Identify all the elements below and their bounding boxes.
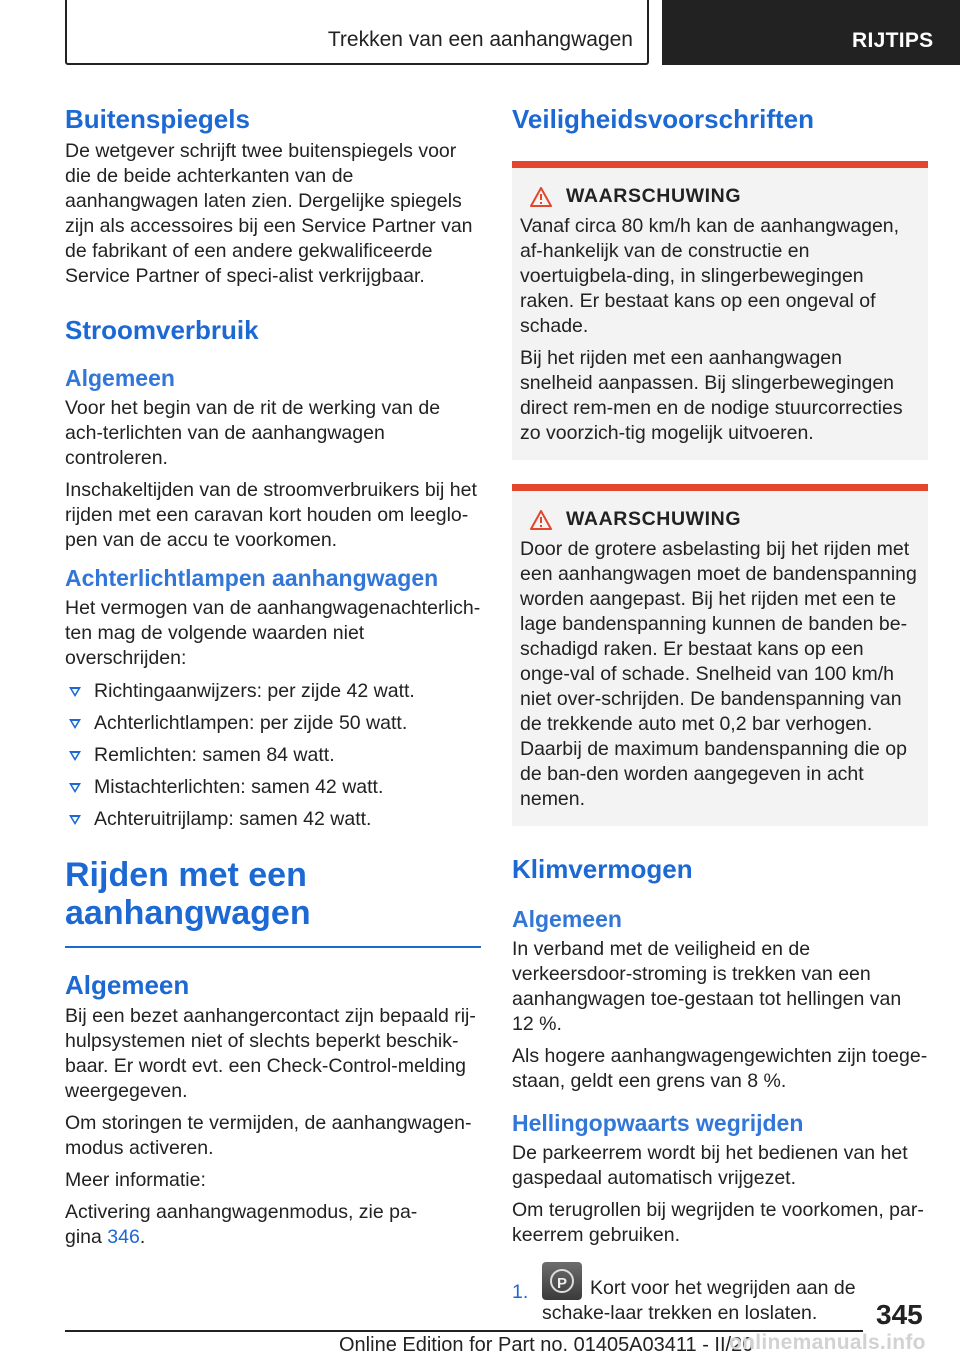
rijden-heading [65,856,481,932]
steps-list [512,1262,928,1326]
warning-title: WAARSCHUWING [566,508,742,530]
wattage-list [65,679,481,832]
rijden-heading-line-2: aanhangwagen [65,894,311,932]
algemeen3-text-1: In verband met de veiligheid en de verkeersdoor-stroming is trekken van een aanhangwagen toe-gestaan tot hellingen van 12 %. [512,938,902,1035]
list-item: Richtingaanwijzers: per zijde 42 watt. [65,679,481,704]
algemeen2-text-3: Meer informatie: [65,1169,206,1191]
algemeen-text-2: Inschakeltijden van de stroomverbruikers bij het rijden met een caravan kort houden om leeglo-pen van de accu te voorkomen. [65,479,477,551]
warning-2-text: Door de grotere asbelasting bij het rijden met een aanhangwagen moet de bandenspanning worden aangepast. Bij het rijden met een te lage bandenspanning kunnen de banden be-schadigd raken. Er bestaat kans op een onge-val of schade. Snelheid van 100 km/h niet over-schrijden. De bandenspanning van de trekkende auto met 0,2 bar verhogen. Daarbij de maximum bandenspanning die op de ban-den worden aangegeven in acht nemen. [520,538,917,810]
buitenspiegels-text: De wetgever schrijft twee buitenspiegels voor die de beide achterkanten van de aanhangwagen laten zien. Dergelijke spiegels zijn als accessoires bij een Service Partner van de fabrikant of een andere gekwalificeerde Service Partner of speci-alist verkrijgbaar. [65,140,473,287]
achterlicht-text: Het vermogen van de aanhangwagenachterlich-ten mag de volgende waarden niet overschrijden: [65,597,481,669]
helling-heading: Hellingopwaarts wegrijden [512,1110,804,1136]
warning-triangle-icon [530,510,552,530]
watermark: onlinemanuals.info [729,1331,926,1354]
veiligheid-heading: Veiligheidsvoorschriften [512,104,814,134]
page-number: 345 [876,1299,923,1330]
step-number: 1. [512,1281,529,1303]
algemeen2-text-4: Activering aanhangwagenmodus, zie pa- gina 346. [65,1201,418,1248]
heading-rule [65,946,481,948]
algemeen-heading-2: Algemeen [65,970,190,1000]
triangle-bullet-icon [69,783,81,793]
algemeen2-text-2: Om storingen te vermijden, de aanhangwagen-modus activeren. [65,1112,472,1159]
left-column [65,100,481,1257]
edition-text: Online Edition for Part no. 01405A03411 - II/20 [339,1334,754,1356]
step-item [512,1262,928,1326]
algemeen-text-1: Voor het begin van de rit de werking van de ach-terlichten van de aanhangwagen controleren. [65,397,441,469]
warning-header [530,185,918,208]
buitenspiegels-heading: Buitenspiegels [65,104,250,134]
rijden-heading-line-1: Rijden met een [65,856,307,894]
list-item: Achterlichtlampen: per zijde 50 watt. [65,711,481,736]
header-section-box [65,0,649,65]
section-title: Trekken van een aanhangwagen [327,28,633,51]
chapter-tab[interactable] [662,0,960,65]
warning-header [530,508,918,531]
algemeen3-text-2: Als hogere aanhangwagengewichten zijn toege-staan, geldt een grens van 8 %. [512,1045,928,1092]
warning-1-text-2: Bij het rijden met een aanhangwagen snelheid aanpassen. Bij slingerbewegingen direct rem-men en de nodige stuurcorrecties zo voorzich-tig mogelijk uitvoeren. [520,347,903,444]
list-item: Remlichten: samen 84 watt. [65,743,481,768]
list-item: Achteruitrijlamp: samen 42 watt. [65,807,481,832]
klimvermogen-heading: Klimvermogen [512,854,693,884]
step-text: Kort voor het wegrijden aan de schake-laar trekken en loslaten. [542,1277,856,1324]
right-column [512,100,928,1326]
triangle-bullet-icon [69,687,81,697]
triangle-bullet-icon [69,719,81,729]
warning-1-text-1: Vanaf circa 80 km/h kan de aanhangwagen, af-hankelijk van de constructie en voertuigbela-ding, in slingerbewegingen raken. Er bestaat kans op een ongeval of schade. [520,215,900,337]
achterlicht-heading: Achterlichtlampen aanhangwagen [65,565,439,591]
triangle-bullet-icon [69,815,81,825]
algemeen-heading: Algemeen [65,365,175,391]
warning-triangle-icon [530,187,552,207]
algemeen-heading-3: Algemeen [512,906,622,932]
chapter-tab-label: RIJTIPS [852,29,934,52]
page-link[interactable]: 346 [107,1226,140,1248]
warning-box-2 [512,484,928,826]
parking-brake-icon: P [542,1262,582,1300]
warning-title: WAARSCHUWING [566,185,742,207]
triangle-bullet-icon [69,751,81,761]
helling-text-1: De parkeerrem wordt bij het bedienen van het gaspedaal automatisch vrijgezet. [512,1142,908,1189]
algemeen2-text-1: Bij een bezet aanhangercontact zijn bepaald rij-hulpsystemen niet of slechts beperkt beschik-baar. Er wordt evt. een Check-Control-melding weergegeven. [65,1005,476,1102]
warning-box-1 [512,161,928,460]
helling-text-2: Om terugrollen bij wegrijden te voorkomen, par-keerrem gebruiken. [512,1199,924,1246]
stroomverbruik-heading: Stroomverbruik [65,315,259,345]
list-item: Mistachterlichten: samen 42 watt. [65,775,481,800]
